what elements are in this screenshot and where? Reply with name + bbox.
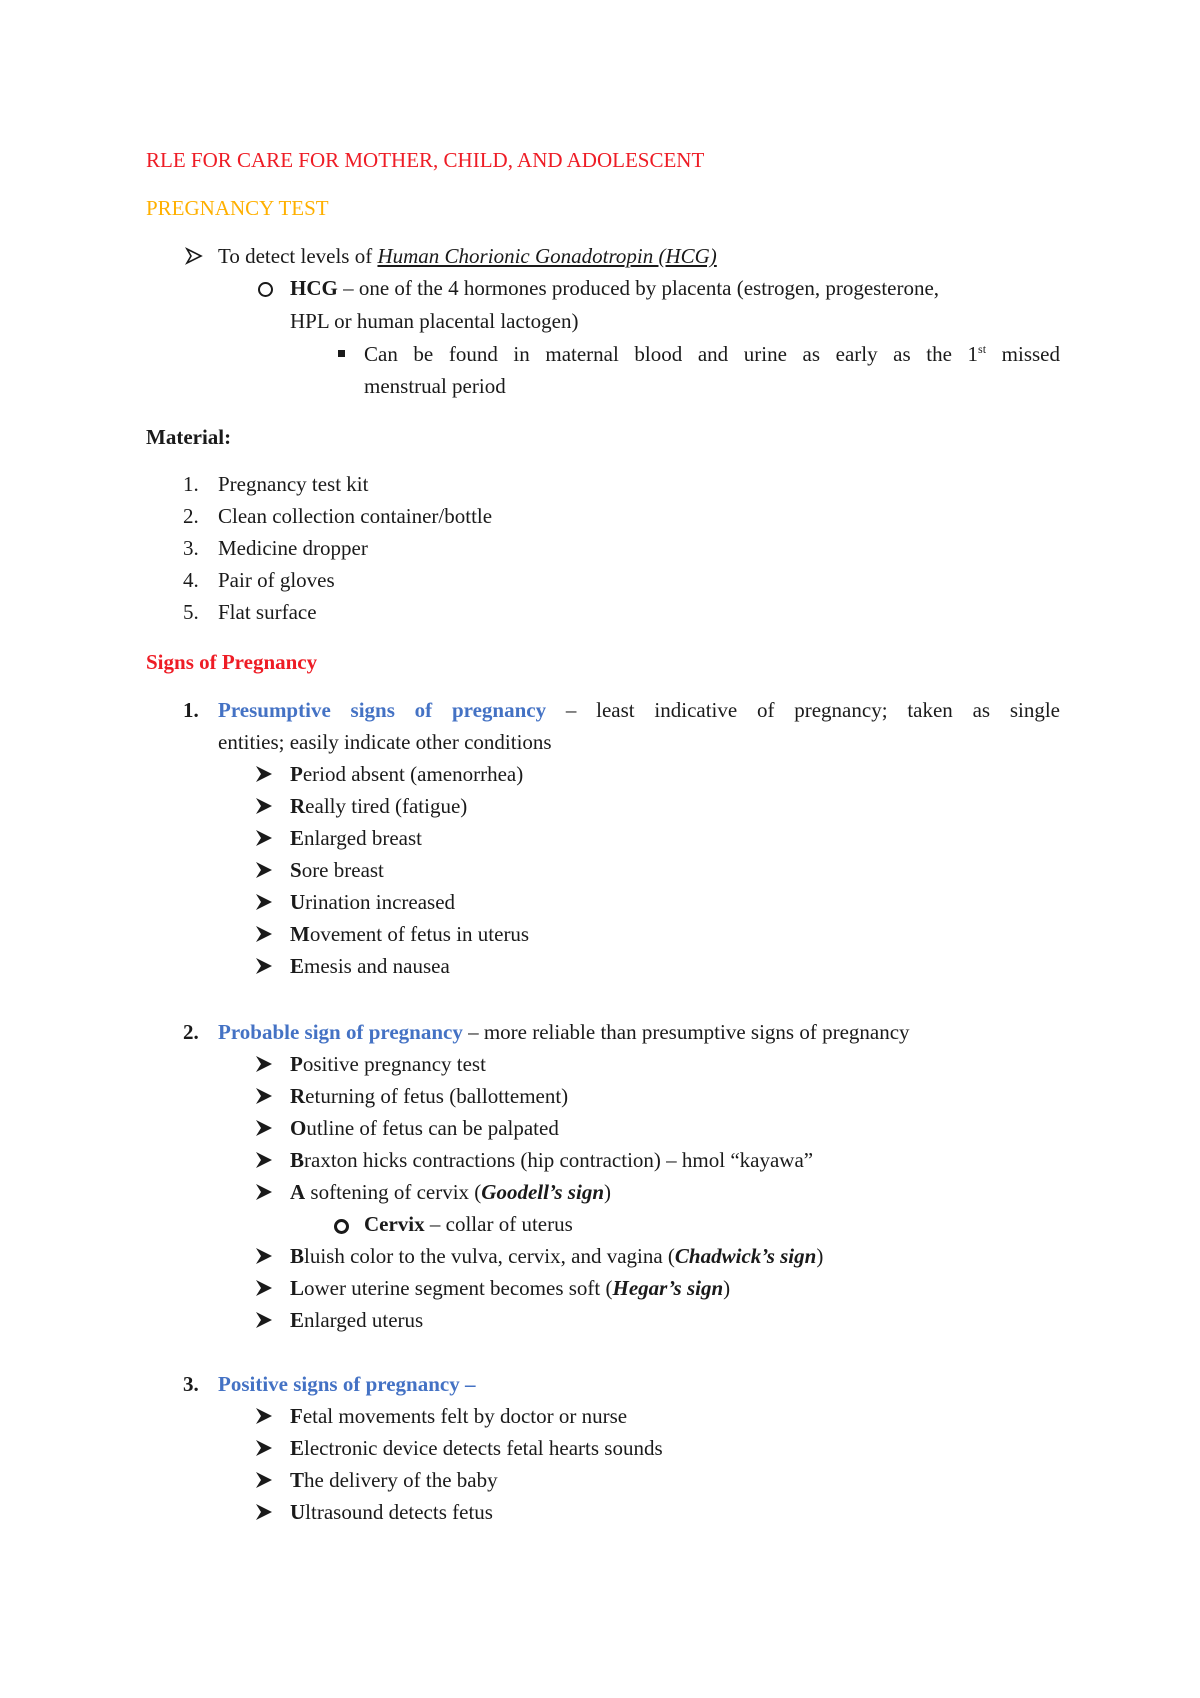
list-item-initial: P [290, 762, 303, 786]
hcg-definition-line1 [290, 274, 939, 302]
list-item [290, 1082, 568, 1110]
list-item: Pair of gloves [218, 568, 335, 592]
list-item-initial: M [290, 922, 310, 946]
list-item-text: nlarged breast [304, 826, 422, 850]
list-item-text: rination increased [305, 890, 456, 914]
list-item-number: 2. [183, 504, 199, 528]
list-item-initial: E [290, 954, 305, 978]
list-item: Clean collection container/bottle [218, 504, 493, 528]
hcg-found-line1: Can be found in maternal blood and urine as early as the 1st missed [364, 342, 1060, 366]
arrow-bullet-icon [254, 1310, 274, 1332]
list-item: Medicine dropper [218, 536, 368, 560]
arrow-bullet-icon [254, 764, 274, 786]
arrow-bullet-icon [254, 828, 274, 850]
list-item-number: 3. [183, 1372, 199, 1396]
list-item-number: 1. [183, 472, 199, 496]
document-title: RLE FOR CARE FOR MOTHER, CHILD, AND ADOLESCENT [146, 148, 705, 172]
goodell-sign: Goodell’s sign [481, 1180, 604, 1204]
list-item-initial: R [290, 1084, 306, 1108]
list-item-number: 3. [183, 536, 199, 560]
arrow-bullet-icon [254, 1438, 274, 1460]
list-item [290, 1466, 498, 1494]
arrow-bullet-icon [254, 1406, 274, 1428]
list-item [290, 952, 450, 980]
list-item-initial: B [290, 1148, 305, 1172]
list-item [290, 1050, 486, 1078]
arrow-bullet-icon [254, 1246, 274, 1268]
hcg-intro-line [218, 242, 717, 270]
chadwick-item: Bluish color to the vulva, cervix, and vagina (Chadwick’s sign) [290, 1244, 824, 1268]
list-item [290, 888, 455, 916]
list-item-initial: T [290, 1468, 305, 1492]
list-item-initial: R [290, 794, 306, 818]
presumptive-line2: entities; easily indicate other conditions [218, 730, 552, 754]
list-item [290, 824, 422, 852]
list-item-number: 1. [183, 698, 199, 722]
goodell-item: A softening of cervix (Goodell’s sign) [290, 1180, 611, 1204]
list-item: Pregnancy test kit [218, 472, 369, 496]
list-item-text: etal movements felt by doctor or nurse [302, 1404, 628, 1428]
hcg-desc-1: – one of the 4 hormones produced by placenta (estrogen, progesterone, [337, 276, 940, 300]
square-bullet-icon [338, 350, 345, 357]
list-item [290, 1498, 493, 1526]
hcg-full-term: Human Chorionic Gonadotropin (HCG) [377, 244, 717, 268]
list-item [290, 1114, 559, 1142]
intro-prefix: To detect levels of [218, 244, 378, 268]
arrow-bullet-icon [254, 860, 274, 882]
probable-label: Probable sign of pregnancy [218, 1020, 463, 1044]
list-item [290, 920, 529, 948]
arrow-bullet-icon [254, 1470, 274, 1492]
list-item-text: utline of fetus can be palpated [306, 1116, 559, 1140]
positive-label: Positive signs of pregnancy – [218, 1372, 476, 1396]
list-item [290, 792, 467, 820]
arrow-bullet-icon [254, 1118, 274, 1140]
arrow-bullet-icon [254, 1502, 274, 1524]
list-item-text: he delivery of the baby [304, 1468, 498, 1492]
list-item-initial: F [290, 1404, 303, 1428]
list-item-initial: E [290, 1436, 305, 1460]
arrow-bullet-icon [254, 892, 274, 914]
list-item-initial: E [290, 826, 305, 850]
list-item-number: 4. [183, 568, 199, 592]
probable-line: Probable sign of pregnancy – more reliable than presumptive signs of pregnancy [218, 1020, 910, 1044]
arrow-bullet-icon [254, 1150, 274, 1172]
list-item: Flat surface [218, 600, 317, 624]
arrow-bullet-icon [254, 1278, 274, 1300]
hcg-term: HCG [290, 276, 338, 300]
list-item [290, 856, 384, 884]
list-item-text: ovement of fetus in uterus [309, 922, 530, 946]
list-item-text: ositive pregnancy test [302, 1052, 486, 1076]
list-item-number: 5. [183, 600, 199, 624]
arrow-bullet-icon [254, 956, 274, 978]
list-item [290, 760, 523, 788]
list-item-text: ltrasound detects fetus [305, 1500, 493, 1524]
circle-bullet-icon [334, 1219, 349, 1234]
list-item-number: 2. [183, 1020, 199, 1044]
arrow-bullet-icon [184, 246, 204, 268]
section-heading-pregnancy-test: PREGNANCY TEST [146, 196, 329, 220]
arrow-bullet-icon [254, 796, 274, 818]
hcg-definition-line2: HPL or human placental lactogen) [290, 309, 579, 333]
arrow-bullet-icon [254, 1086, 274, 1108]
list-item-initial: S [290, 858, 302, 882]
list-item [290, 1402, 627, 1430]
hegar-item: Lower uterine segment becomes soft (Hegar’s sign) [290, 1276, 731, 1300]
enlarged-uterus-item: Enlarged uterus [290, 1308, 424, 1332]
chadwick-sign: Chadwick’s sign [674, 1244, 817, 1268]
list-item [290, 1434, 663, 1462]
list-item-text: eally tired (fatigue) [305, 794, 468, 818]
cervix-definition: Cervix – collar of uterus [364, 1212, 573, 1236]
signs-heading: Signs of Pregnancy [146, 650, 318, 674]
presumptive-label: Presumptive signs of pregnancy [218, 698, 547, 722]
list-item-initial: U [290, 890, 306, 914]
hegar-sign: Hegar’s sign [612, 1276, 724, 1300]
materials-heading: Material: [146, 425, 232, 449]
list-item-text: mesis and nausea [304, 954, 450, 978]
list-item-text: eturning of fetus (ballottement) [305, 1084, 569, 1108]
list-item-text: eriod absent (amenorrhea) [302, 762, 524, 786]
circle-bullet-icon [258, 282, 273, 297]
list-item [290, 1146, 813, 1174]
arrow-bullet-icon [254, 1054, 274, 1076]
arrow-bullet-icon [254, 1182, 274, 1204]
list-item-text: lectronic device detects fetal hearts sounds [304, 1436, 663, 1460]
arrow-bullet-icon [254, 924, 274, 946]
hcg-found-line2: menstrual period [364, 374, 506, 398]
list-item-text: ore breast [301, 858, 384, 882]
list-item-initial: O [290, 1116, 307, 1140]
list-item-initial: P [290, 1052, 303, 1076]
list-item-text: raxton hicks contractions (hip contraction) – hmol “kayawa” [304, 1148, 814, 1172]
presumptive-line1: Presumptive signs of pregnancy – least indicative of pregnancy; taken as single [218, 698, 1061, 722]
list-item-initial: U [290, 1500, 306, 1524]
